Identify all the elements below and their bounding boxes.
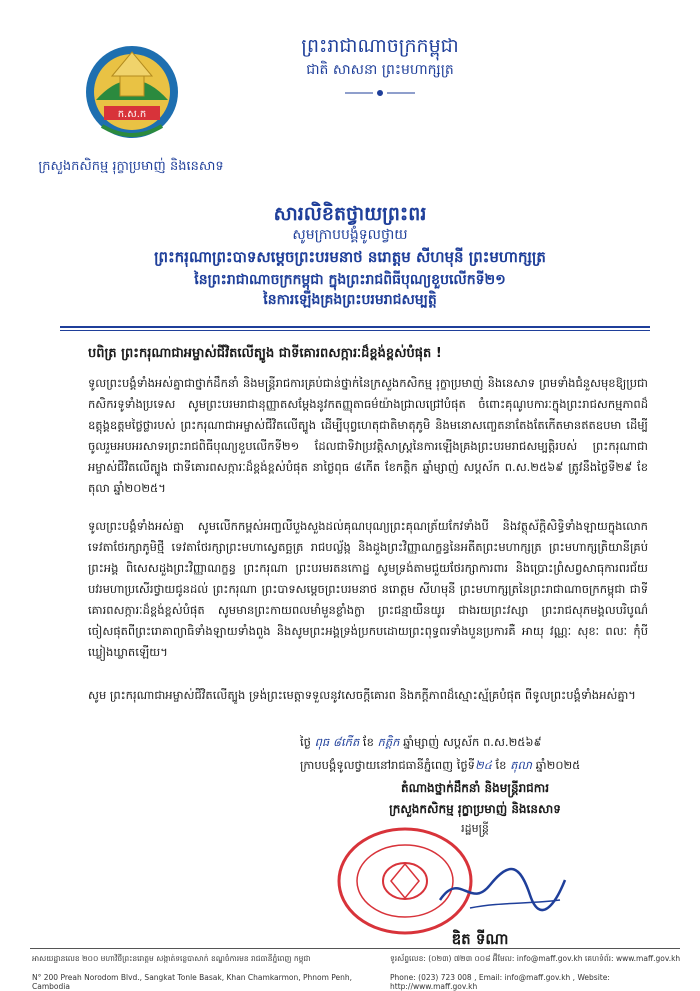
signatory-title: រដ្ឋមន្ត្រី [461,822,489,835]
place-prefix: ក្រាបបង្គំទូលថ្វាយនៅរាជធានីភ្នំពេញ ថ្ងៃទី [300,758,475,772]
lunar-month-handwritten: កត្តិក [377,735,400,749]
signatory-ministry: ក្រសួងកសិកម្ម រុក្ខាប្រមាញ់ និងនេសាទ [389,802,561,816]
title-divider-thin [60,330,650,331]
footer-address-en: N° 200 Preah Norodom Blvd., Sangkat Tonle Basak, Khan Chamkarmon, Phnom Penh, Cambodia [32,973,353,991]
place-date-line [300,758,660,775]
handwritten-signature [430,860,570,920]
logo-text: ក.ស.ក [117,109,147,120]
letter-title: សារលិខិតថ្វាយព្រះពរ [273,203,427,225]
title-divider [60,326,650,328]
ministry-logo [82,40,182,150]
lunar-month-label: ខែ [362,735,374,749]
footer-address-kh: អាសយដ្ឋានលេខ ២០០ មហាវិថីព្រះនរោត្តម សង្កាត់ទន្លេបាសាក់ ខណ្ឌចំការមន រាជធានីភ្នំពេញ កម្ពុជា [32,954,311,963]
body-paragraph-3: សូម ព្រះករុណាជាអម្ចាស់ជីវិតលើត្បូង ទ្រង់ព្រះមេត្តាទទួលនូវសេចក្តីគោរព និងភក្តីភាពដ៏ស្មោះស្ម័គ្របំផុត ពីទូលព្រះបង្គំទាំងអស់គ្នា។ [88,688,636,702]
place-day-handwritten: ២៤ [474,758,492,772]
signer-name: ឌិត ទីណា [451,930,509,948]
body-paragraph-1: ទូលព្រះបង្គំទាំងអស់គ្នាជាថ្នាក់ដឹកនាំ និងមន្ត្រីរាជការគ្រប់ជាន់ថ្នាក់នៃក្រសួងកសិកម្ម រុក្ខាប្រមាញ់ និងនេសាទ ព្រមទាំងជំនួសមុខឱ្យប្រជាកសិករទូទាំងប្រទេស សូមព្រះបរមរាជានុញ្ញាតសម្តែងនូវកតញ្ញុតាធម៌យ៉ាងជ្រាលជ្រៅបំផុត ចំពោះគុណូបការៈក្នុងព្រះរាជសកម្មភាពដ៏ឧត្តុង្គឧត្តមថ្លៃថ្លារបស់ ព្រះករុណាជាអម្ចាស់ជីវិតលើត្បូង ដើម្បីបុព្វហេតុជាតិមាតុភូមិ និងមនោសញ្ចេតនាតែងតែកើតមានឥតឧបមា ដើម្បីចូលរួមអបអរសាទរព្រះរាជពិធីបុណ្យខួបលើកទី២១ ដែលជាទិវាប្រវត្តិសាស្ត្រនៃការឡើងគ្រងព្រះបរមរាជសម្បត្តិរបស់ ព្រះករុណាជាអម្ចាស់ជីវិតលើត្បូង ជាទីគោរពសក្ការៈដ៏ខ្ពង់ខ្ពស់បំផុត នាថ្ងៃពុធ ៨កើត ខែកត្តិក ឆ្នាំម្សាញ់ សប្តស័ក ព.ស.២៥៦៩ ត្រូវនឹងថ្ងៃទី២៩ ខែតុលា ឆ្នាំ២០២៥។ [88,376,648,495]
place-month-handwritten: តុលា [510,758,533,772]
signatory-role: តំណាងថ្នាក់ដឹកនាំ និងមន្ត្រីរាជការ [400,781,550,795]
lunar-year: ឆ្នាំម្សាញ់ សប្តស័ក ព.ស.២៥៦៩ [403,735,542,749]
place-month-label: ខែ [495,758,507,772]
lunar-date-prefix: ថ្ងៃ [300,735,311,749]
place-year: ឆ្នាំ២០២៥ [535,758,581,772]
ministry-name: ក្រសួងកសិកម្ម រុក្ខាប្រមាញ់ និងនេសាទ [38,159,224,174]
footer-contact-kh: ទូរស័ព្ទលេខ: (០២៣) ៧២៣ ០០៨ អ៊ីមែល: info@maff.gov.kh គេហទំព័រ: www.maff.gov.kh [390,954,681,963]
footer-contact-en: Phone: (023) 723 008 , Email: info@maff.gov.kh , Website: http://www.maff.gov.kh [390,973,610,991]
motto: ជាតិ សាសនា ព្រះមហាក្សត្រ [306,62,454,78]
motto-ornament [345,82,415,90]
footer-divider [30,948,680,949]
lunar-date-handwritten: ពុធ ៨កើត [314,735,360,749]
body-paragraph-2: ទូលព្រះបង្គំទាំងអស់គ្នា សូមលើកកម្ពស់អញ្ជលីបួងសួងដល់គុណបុណ្យព្រះគុណត្រ័យកែវទាំងបី និងវត្ថុស័ក្តិសិទ្ធិទាំងឡាយក្នុងលោក ទេវតាថែរក្សាភូមិថ្មី ទេវតាថែរក្សាព្រះមហាស្វេតច្ឆត្រ រាជបល្ល័ង្ក និងដួងព្រះវិញ្ញាណក្ខន្ធនៃអតីតព្រះមហាក្សត្រ ព្រះមហាក្សត្រិយានីគ្រប់ព្រះអង្គ ពិសេសដួងព្រះវិញ្ញាណក្ខន្ធ ព្រះករុណា ព្រះបរមរតនកោដ្ឋ សូមទ្រង់តាមជួយថែរក្សាការពារ និងប្រោះព្រំសព្វសាធុការពរជ័យ បវរមហាប្រសើរថ្វាយជូនដល់ ព្រះករុណា ព្រះបាទសម្តេចព្រះបរមនាថ នរោត្តម សីហមុនី ព្រះមហាក្សត្រនៃព្រះរាជាណាចក្រកម្ពុជា ជាទីគោរពសក្ការៈដ៏ខ្ពង់ខ្ពស់បំផុត សូមមានព្រះកាយពលមាំមួនខ្លាំងក្លា ព្រះជន្មាយឺនយូរ ជាងរយព្រះវស្សា ព្រះរាជសុភមង្គលបរិបូណ៌ ចៀសផុតពីព្រះរោគាព្យាធិទាំងឡាយទាំងពួង និងសូមព្រះអង្គទ្រង់ប្រកបដោយព្រះពុទ្ធពរទាំងបួនប្រការគឺ អាយុ វណ្ណៈ សុខៈ ពលៈ កុំបីឃ្លៀងឃ្លាតឡើយ។ [88,519,648,659]
kingdom-heading: ព្រះរាជាណាចក្រកម្ពុជា [301,35,459,57]
letter-addressee: ព្រះករុណាព្រះបាទសម្តេចព្រះបរមនាថ នរោត្តម សីហមុនី ព្រះមហាក្សត្រ [154,248,546,266]
salutation: បពិត្រ ព្រះករុណាជាអម្ចាស់ជីវិតលើត្បូង ជាទីគោរពសក្ការៈដ៏ខ្ពង់ខ្ពស់បំផុត ! [88,346,442,361]
lunar-date-line [300,735,660,752]
letter-subtitle: សូមក្រាបបង្គំទូលថ្វាយ [292,227,408,243]
letter-occasion-2: នៃការឡើងគ្រងព្រះបរមរាជសម្បត្តិ [263,292,437,308]
letter-occasion: នៃព្រះរាជាណាចក្រកម្ពុជា ក្នុងព្រះរាជពិធីបុណ្យខួបលើកទី២១ [194,272,506,288]
